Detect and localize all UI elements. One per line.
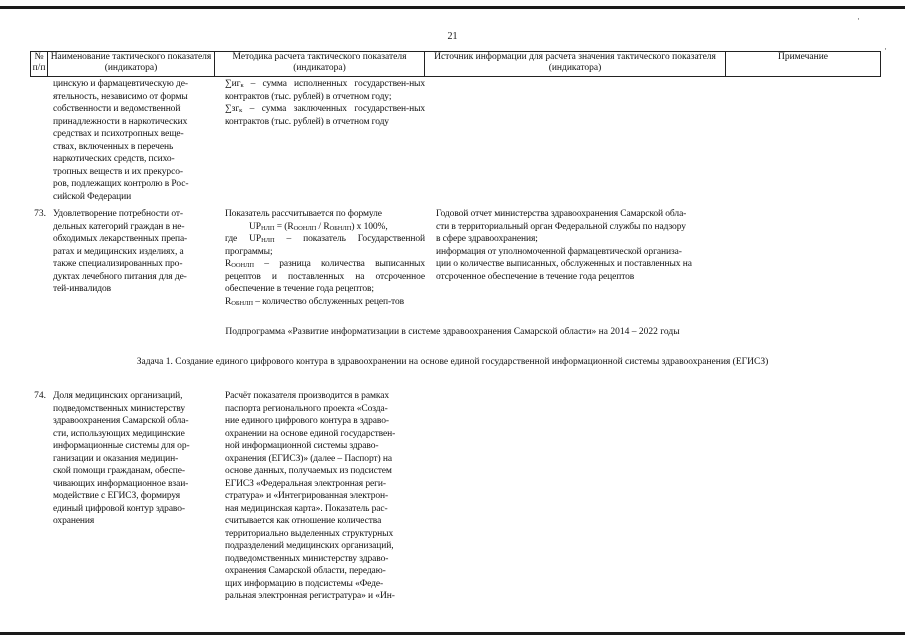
text-line: отсроченное обеспечение в течение года рецептов <box>436 271 635 282</box>
text-line: охранении на основе единой государствен- <box>225 428 396 439</box>
bottom-border-rule <box>0 632 905 635</box>
text-line: Расчёт показателя производится в рамках <box>225 391 389 401</box>
text-line: ральная электронная регистратура» и «Ин- <box>225 591 395 601</box>
text-line: основе данных, получаемых из подсистем <box>225 466 392 476</box>
method-paragraph: $\sum зг_к$ – сумма заключенных государствен-ных контрактов (тыс. рублей) в отчетном году <box>225 104 425 127</box>
text-line: ров, подлежащих контролю в Рос- <box>53 179 189 189</box>
indicator-name-continued <box>53 78 218 203</box>
text-line: подразделений медицинских организаций, <box>225 541 394 551</box>
text-line: подведомственных министерству <box>53 403 185 414</box>
page-number: 21 <box>447 31 458 42</box>
subprogram-title: Подпрограмма «Развитие информатизации в системе здравоохранения Самарской области» на 2014 – 2022 годы <box>225 327 680 337</box>
method-paragraph: $\sum иг_к$ – сумма исполненных государствен-ных контрактов (тыс. рублей) в отчетном году; <box>225 79 425 102</box>
text-line: также специализированных про- <box>53 259 183 269</box>
text-line: здравоохранения Самарской обла- <box>53 416 189 426</box>
text-line: сти, использующих медицинские <box>53 428 185 439</box>
text-line: дельных категорий граждан в не- <box>53 221 185 232</box>
text-line: ции о количестве выписанных, обслуженных и поставленных на <box>436 259 692 269</box>
text-line: Удовлетворение потребности от- <box>53 209 183 219</box>
text-line: сти в территориальный орган Федеральной службы по надзору <box>436 221 686 232</box>
formula: $UP_{НЛП} = (R_{ООНЛП} / R_{ОБНЛП})$ x 100%, <box>249 221 388 232</box>
text-line: стратура» и «Интегрированная электрон- <box>225 491 389 501</box>
method-paragraph: где $UP_{НЛП}$ – показатель Государственной программы; <box>225 234 425 257</box>
text-line: обходимых лекарственных препа- <box>53 234 188 244</box>
text-line: средствах и психотропных веще- <box>53 129 184 139</box>
table-header <box>30 51 881 77</box>
method-paragraph: $R_{ООНЛП}$ – разница количества выписанных рецептов и поставленных на отсроченное обеспечение в течение года рецептов; <box>225 259 425 294</box>
text-line: в сфере здравоохранения; <box>436 234 538 244</box>
text-line: чивающих информационное взаи- <box>53 478 189 489</box>
text-line: единый цифровой контур здраво- <box>53 503 185 514</box>
text-line: сийской Федерации <box>53 191 132 202</box>
scan-dot: · <box>884 44 887 54</box>
method-intro: Показатель рассчитывается по формуле <box>225 209 382 219</box>
calculation-method <box>225 208 425 308</box>
calculation-method <box>225 390 425 603</box>
text-line: ской помощи гражданам, обеспе- <box>53 466 185 476</box>
row-number: 74. <box>34 391 46 401</box>
text-line: щих информацию в подсистемы «Феде- <box>225 578 384 589</box>
text-line: охранения <box>53 516 95 526</box>
text-line: Годовой отчет министерства здравоохранения Самарской обла- <box>436 209 687 219</box>
text-line: принадлежности в наркотических <box>53 116 188 127</box>
method-continued <box>225 78 425 128</box>
text-line: территориально выделенных структурных <box>225 528 394 539</box>
indicator-name <box>53 208 218 296</box>
text-line: охранения (ЕГИСЗ)» (далее – Паспорт) на <box>225 453 392 464</box>
text-line: ЕГИСЗ «Федеральная электронная реги- <box>225 478 386 489</box>
text-line: паспорта регионального проекта «Созда- <box>225 403 388 414</box>
method-paragraph: $R_{ОБНЛП}$ – количество обслуженных рецеп-тов <box>225 296 404 307</box>
text-line: Доля медицинских организаций, <box>53 391 183 401</box>
header-col-indicator-name: Наименование тактического показателя (индикатора) <box>48 52 215 77</box>
header-col-number: № п/п <box>31 52 48 77</box>
text-line: дуктах лечебного питания для де- <box>53 271 187 282</box>
text-line: ная медицинская карта». Показатель рас- <box>225 503 388 514</box>
text-line: ной информационной системы здраво- <box>225 441 379 451</box>
text-line: подведомственных министерству здраво- <box>225 553 389 564</box>
text-line: собственности и ведомственной <box>53 104 181 114</box>
text-line: ствах, включенных в перечень <box>53 141 174 152</box>
text-line: ратах и медицинских изделиях, а <box>53 246 184 257</box>
text-line: ганизации и оказания медицин- <box>53 453 179 464</box>
text-line: информационные системы для ор- <box>53 441 190 451</box>
text-line: тропных веществ и их прекурсо- <box>53 166 183 177</box>
row-number: 73. <box>34 209 46 219</box>
header-col-source: Источник информации для расчета значения тактического показателя (индикатора) <box>425 52 726 77</box>
top-border-rule <box>0 6 905 9</box>
information-source <box>436 208 736 283</box>
text-line: считывается как отношение количества <box>225 516 382 526</box>
scan-dot: · <box>857 14 860 24</box>
text-line: наркотических средств, психо- <box>53 154 175 164</box>
text-line: ятельность, независимо от формы <box>53 91 188 102</box>
header-col-note: Примечание <box>726 52 881 77</box>
indicator-name <box>53 390 218 528</box>
text-line: охранения Самарской области, передаю- <box>225 566 386 576</box>
text-line: ние единого цифрового контура в здраво- <box>225 416 389 426</box>
text-line: тей-инвалидов <box>53 284 112 294</box>
text-line: модействие с ЕГИСЗ, формируя <box>53 491 181 501</box>
header-col-method: Методика расчета тактического показателя (индикатора) <box>215 52 425 77</box>
text-line: цинскую и фармацевтическую де- <box>53 79 188 89</box>
task-title: Задача 1. Создание единого цифрового контура в здравоохранении на основе единой государственной информационной системы здравоохранения (ЕГИСЗ) <box>136 357 769 367</box>
text-line: информация от уполномоченной фармацевтической организа- <box>436 246 682 257</box>
